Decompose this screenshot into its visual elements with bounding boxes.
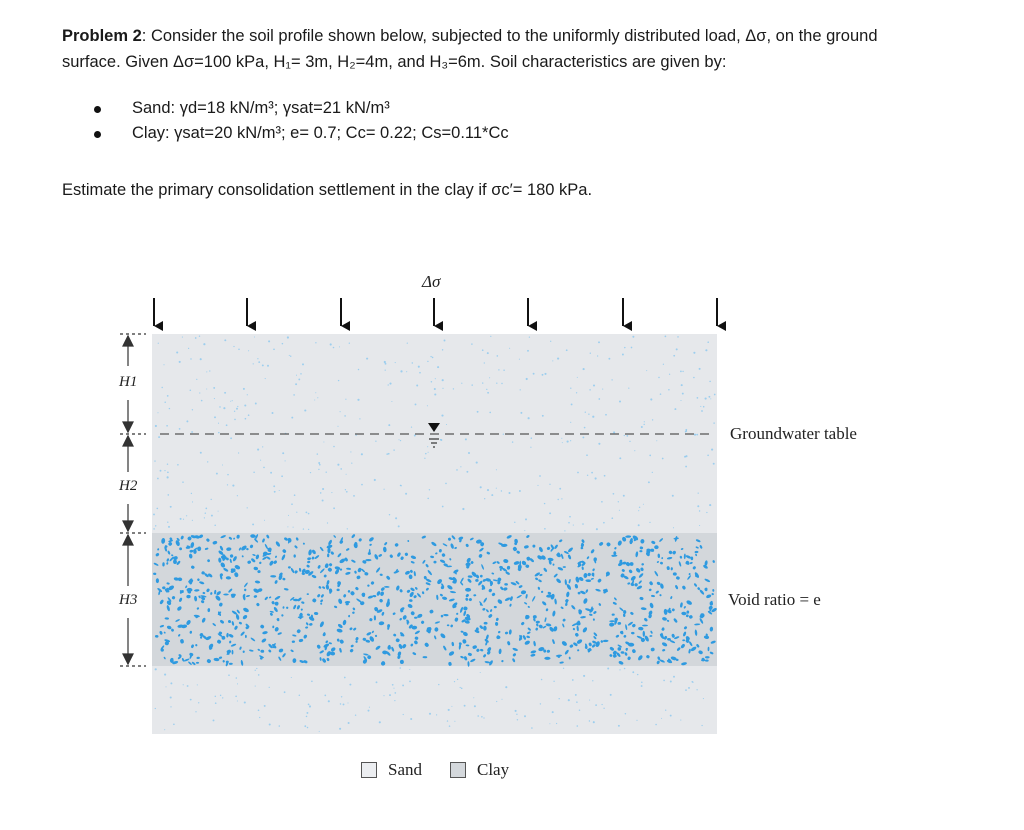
void-ratio-label: Void ratio = e (728, 590, 821, 609)
load-arrows (154, 298, 717, 326)
groundwater-table-label: Groundwater table (730, 424, 857, 443)
sand-properties: Sand: γd=18 kN/m³; γsat=21 kN/m³ (132, 99, 390, 117)
h1-label: H1 (119, 374, 138, 390)
clay-legend-swatch (450, 762, 466, 778)
clay-properties: Clay: γsat=20 kN/m³; e= 0.7; Cc= 0.22; Cs=0.11*Cc (132, 124, 509, 142)
question-text: Estimate the primary consolidation settlement in the clay if σc′= 180 kPa. (62, 181, 593, 199)
sand-legend-swatch (361, 762, 377, 778)
problem-line-1-text: : Consider the soil profile shown below, subjected to the uniformly distributed load, Δσ, on the ground (141, 27, 878, 45)
h3-label: H3 (119, 592, 138, 608)
h2-label: H2 (119, 478, 138, 494)
load-label: Δσ (422, 272, 441, 291)
sand-legend-label: Sand (388, 760, 422, 779)
clay-legend-label: Clay (477, 760, 510, 779)
problem-line-2: surface. Given Δσ=100 kPa, H₁= 3m, H₂=4m, and H₃=6m. Soil characteristics are given by: (62, 52, 727, 71)
problem-label: Problem 2 (62, 27, 142, 45)
